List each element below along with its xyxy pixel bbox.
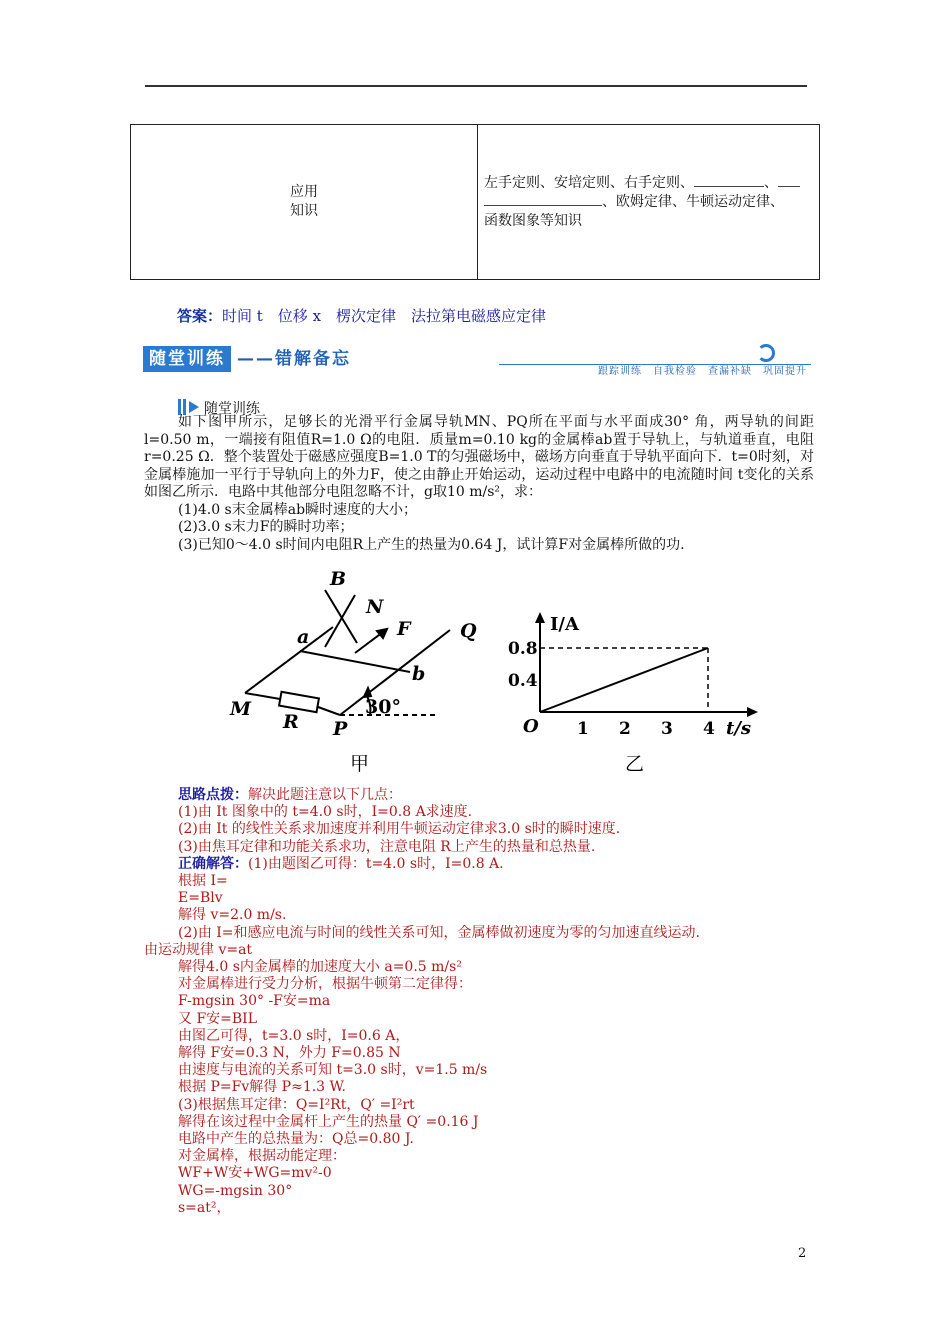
fill-blank bbox=[694, 174, 764, 187]
caption-left: 甲 bbox=[350, 753, 370, 775]
label-f: F bbox=[397, 618, 411, 640]
label-m: M bbox=[230, 698, 252, 720]
series-line bbox=[540, 648, 708, 712]
y-axis-arrow-icon bbox=[535, 612, 545, 623]
hint-1: (1)由 It 图象中的 t=4.0 s时，I=0.8 A求速度. bbox=[178, 804, 473, 821]
label-q: Q bbox=[460, 620, 477, 642]
label-b: b bbox=[412, 663, 426, 685]
table-right-line-2: 、欧姆定律、牛顿运动定律、 bbox=[484, 193, 811, 212]
solution-line: 解得在该过程中金属杆上产生的热量 Q′ =0.16 J bbox=[178, 1113, 479, 1130]
table-right-line-3: 函数图象等知识 bbox=[484, 212, 582, 229]
problem-paragraph: 如下图甲所示，足够长的光滑平行金属导轨MN、PQ所在平面与水平面成30° 角，两导轨的间距 l=0.50 m，一端接有阻值R=1.0 Ω的电阻．质量m=0.10 kg的金属棒ab置于导轨上，与轨道垂直，电阻 r=0.25 Ω．整个装置处于磁感应强度B=1.0 T的匀强磁场中，磁场方向垂直于导轨平面向下．t=0时刻，对金属棒施加一平行于导轨向上的外力F，使之由静止开始运动，运动过程中电路中的电流随时间 t变化的关系如图乙所示．电路中其他部分电阻忽略不计，g取10 m/s²，求： bbox=[144, 414, 814, 500]
solution-line: 解得 F安=0.3 N，外力 F=0.85 N bbox=[178, 1045, 401, 1062]
hint-3: (3)由焦耳定律和功能关系求功，注意电阻 R上产生的热量和总热量. bbox=[178, 838, 596, 855]
banner-title: 随堂训练 bbox=[143, 346, 231, 372]
caption-right: 乙 bbox=[625, 753, 645, 775]
answer-start bbox=[144, 856, 814, 873]
solution-line: 对金属棒进行受力分析，根据牛顿第二定律得： bbox=[178, 976, 472, 993]
y-tick-label: 0.8 bbox=[508, 639, 538, 659]
solution-line: 电路中产生的总热量为：Q总=0.80 J. bbox=[178, 1131, 414, 1148]
solution-line: E=Blv bbox=[178, 890, 223, 907]
solution-line: 根据 I= bbox=[178, 873, 228, 890]
solution-line: 由速度与电流的关系可知 t=3.0 s时，v=1.5 m/s bbox=[178, 1062, 488, 1079]
solution-line: 根据 P=Fv解得 P≈1.3 W. bbox=[178, 1079, 346, 1096]
correct-answer-label: 正确解答： bbox=[178, 855, 248, 872]
question-3: (3)已知0～4.0 s时间内电阻R上产生的热量为0.64 J，试计算F对金属棒所做的功. bbox=[178, 536, 685, 553]
hint-text: 解决此题注意以下几点： bbox=[248, 787, 402, 803]
ring-icon bbox=[757, 344, 775, 362]
rod-ab bbox=[300, 651, 410, 672]
solution-line: 由运动规律 v=at bbox=[144, 941, 253, 958]
hint-2: (2)由 It 的线性关系求加速度并利用牛顿运动定律求3.0 s时的瞬时速度. bbox=[178, 821, 621, 838]
table-left-cell bbox=[131, 125, 478, 280]
page-number: 2 bbox=[798, 1246, 807, 1261]
section-title: 随堂训练 bbox=[204, 401, 260, 417]
answer-step: (1)由题图乙可得：t=4.0 s时，I=0.8 A. bbox=[248, 855, 504, 872]
x-tick-label: 4 bbox=[703, 719, 715, 739]
solution-line: F-mgsin 30° -F安=ma bbox=[178, 993, 331, 1010]
solution-line: (3)根据焦耳定律：Q=I²Rt，Q′ =I²rt bbox=[178, 1096, 415, 1113]
solution-line: s=at²， bbox=[178, 1199, 231, 1216]
label-angle: 30° bbox=[365, 696, 401, 718]
label-r: R bbox=[283, 711, 299, 733]
solution-line: WG=-mgsin 30° bbox=[178, 1182, 293, 1199]
hint-label: 思路点拨： bbox=[178, 787, 248, 803]
y-axis-label: I/A bbox=[550, 614, 579, 635]
solution-block bbox=[144, 787, 814, 1217]
y-tick-label: 0.4 bbox=[508, 671, 538, 691]
x-tick-label: 2 bbox=[619, 719, 631, 739]
answer-line bbox=[177, 305, 546, 326]
table-right-line-1: 左手定则、安培定则、右手定则、 、 bbox=[484, 174, 811, 193]
question-1: (1)4.0 s末金属棒ab瞬时速度的大小； bbox=[178, 501, 418, 518]
table-left-label-2: 知识 bbox=[290, 203, 318, 219]
rail-diagram bbox=[225, 565, 485, 780]
solution-line: 解得 v=2.0 m/s. bbox=[178, 907, 287, 924]
x-tick-label: 1 bbox=[577, 719, 589, 739]
x-tick-label: 3 bbox=[661, 719, 673, 739]
banner-tags: 跟踪训练 自我检验 查漏补缺 巩固提升 bbox=[598, 366, 807, 377]
solution-line: 又 F安=BIL bbox=[178, 1010, 258, 1027]
label-n: N bbox=[366, 596, 384, 618]
origin-label: O bbox=[523, 716, 539, 737]
banner-subtitle: ——错解备忘 bbox=[237, 349, 351, 369]
solution-line: WF+W安+WG=mv²-0 bbox=[178, 1165, 332, 1182]
solution-line: 由图乙可得，t=3.0 s时，I=0.6 A， bbox=[178, 1027, 410, 1044]
solution-line: 解得4.0 s内金属棒的加速度大小 a=0.5 m/s² bbox=[178, 959, 462, 976]
solution-line: (2)由 I=和感应电流与时间的线性关系可知，金属棒做初速度为零的匀加速直线运动. bbox=[178, 924, 700, 941]
hint-line bbox=[144, 787, 814, 804]
fill-blank bbox=[484, 193, 602, 206]
question-2: (2)3.0 s末力F的瞬时功率； bbox=[178, 519, 354, 535]
header-rule bbox=[145, 85, 807, 87]
resistor bbox=[279, 692, 319, 712]
section-marker-icon bbox=[178, 399, 200, 415]
label-a: a bbox=[297, 626, 310, 648]
rail-mn bbox=[245, 627, 333, 693]
label-p: P bbox=[333, 718, 348, 740]
label-b-field: B bbox=[330, 568, 347, 590]
table-right-cell bbox=[478, 125, 820, 280]
table-left-label-1: 应用 bbox=[290, 184, 318, 200]
answer-text: 时间 t 位移 x 楞次定律 法拉第电磁感应定律 bbox=[222, 307, 547, 325]
answer-label: 答案： bbox=[177, 307, 223, 325]
x-axis-label: t/s bbox=[726, 718, 752, 739]
fill-blank bbox=[778, 174, 800, 187]
solution-line: 对金属棒，根据动能定理： bbox=[178, 1148, 346, 1165]
current-time-chart bbox=[500, 610, 770, 780]
knowledge-table bbox=[130, 124, 820, 280]
section-banner bbox=[143, 344, 811, 378]
problem-text bbox=[144, 414, 814, 554]
x-axis-arrow-icon bbox=[747, 707, 758, 717]
